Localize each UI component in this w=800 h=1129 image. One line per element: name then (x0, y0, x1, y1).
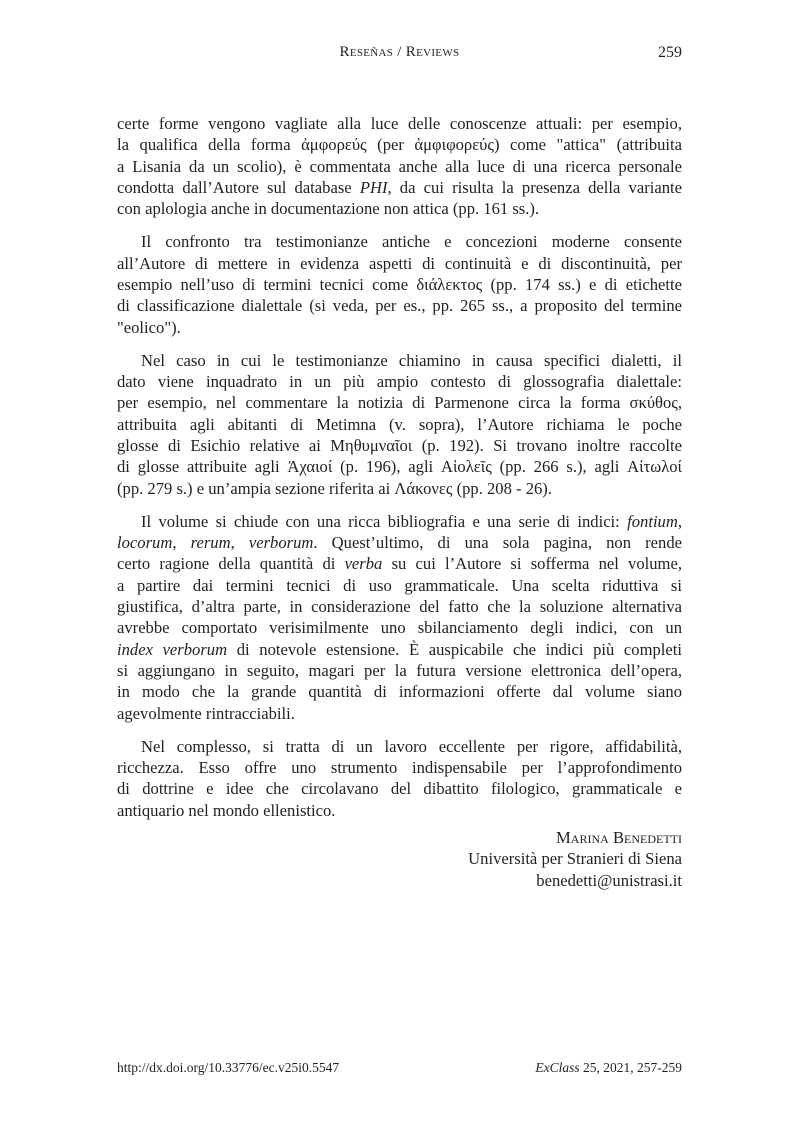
text-segment: per esempio, nel commentare la notizia di Parmenone circa la forma σκύθος, (117, 393, 682, 413)
text-line (117, 392, 682, 413)
text-line (117, 639, 682, 660)
text-segment: Nel complesso, si tratta di un lavoro eccellente per rigore, affidabilità, (141, 736, 682, 756)
text-line (117, 156, 682, 177)
author-email: benedetti@unistrasi.it (536, 870, 682, 890)
text-segment: agevolmente rintracciabili. (117, 703, 295, 723)
journal-name: ExClass (535, 1060, 580, 1075)
text-segment: a Lisania da un scolio), è commentata anche alla luce di una ricerca personale (117, 156, 682, 176)
text-segment: , (172, 532, 191, 552)
text-line (117, 617, 682, 638)
text-line (117, 553, 682, 574)
text-line (117, 757, 682, 778)
text-line (117, 800, 682, 821)
text-line (117, 134, 682, 155)
text-segment: , da cui risulta la presenza della variante (387, 178, 682, 198)
author-name: Marina Benedetti (556, 828, 682, 847)
text-segment: . Quest’ultimo, di una sola pagina, non rende (313, 532, 683, 552)
text-line (117, 736, 682, 757)
text-segment: di classificazione dialettale (si veda, per es., pp. 265 ss., a proposito del termine (117, 296, 682, 316)
text-segment: esempio nell’uso di termini tecnici come διάλεκτος (pp. 174 ss.) e di etichette (117, 275, 682, 294)
italic-text: PHI (359, 178, 388, 198)
text-line (117, 177, 682, 198)
doi-link[interactable]: http://dx.doi.org/10.33776/ec.v25i0.5547 (117, 1060, 340, 1075)
text-segment: Il confronto tra testimonianze antiche e concezioni moderne consente (141, 232, 682, 252)
text-line (117, 778, 682, 799)
text-segment: con aplologia anche in documentazione non attica (pp. 161 ss.). (117, 199, 540, 219)
page-header (117, 44, 682, 68)
text-segment: la qualifica della forma ἀμφορεύς (per ἀμφιφορεύς) come "attica" (attribuita (117, 135, 682, 155)
paragraph (117, 736, 682, 821)
text-line (117, 681, 682, 702)
text-segment: "eolico"). (117, 317, 181, 337)
text-line (117, 511, 682, 532)
author-affiliation: Università per Stranieri di Siena (468, 849, 682, 869)
text-line (117, 350, 682, 371)
review-body-text (117, 113, 682, 821)
text-segment: Nel caso in cui le testimonianze chiamino in causa specifici dialetti, il (141, 350, 682, 370)
text-segment: dato viene inquadrato in un più ampio contesto di glossografia dialettale: (117, 371, 682, 391)
paragraph (117, 231, 682, 338)
text-line (117, 660, 682, 681)
italic-text: locorum (117, 532, 173, 552)
text-line (117, 703, 682, 724)
text-line (117, 414, 682, 435)
signature-block (468, 827, 682, 891)
text-segment: attribuita agli abitanti di Metimna (v. sopra), l’Autore richiama le poche (117, 414, 682, 434)
text-segment: condotta dall’Autore sul database (117, 178, 360, 198)
text-segment: a partire dai termini tecnici di uso grammaticale. Una scelta riduttiva si (117, 575, 682, 595)
text-line (117, 231, 682, 252)
text-segment: di glosse attribuite agli Ἀχαιοί (p. 196), agli Αἰολεῖς (pp. 266 s.), agli Αἰτωλοί (117, 457, 682, 477)
text-segment: , (230, 532, 249, 552)
text-line (117, 113, 682, 134)
italic-text: rerum (190, 532, 231, 552)
text-line (117, 253, 682, 274)
text-segment: giustifica, d’altra parte, in considerazione del fatto che la soluzione alternativa (117, 597, 682, 616)
text-line (117, 575, 682, 596)
page-number: 259 (658, 44, 682, 61)
text-segment: certo ragione della quantità di (117, 554, 345, 574)
running-title: Reseñas / Reviews (339, 44, 460, 60)
text-line (117, 532, 682, 553)
paragraph (117, 511, 682, 724)
text-line (117, 295, 682, 316)
text-segment: (pp. 279 s.) e un’ampia sezione riferita ai Λάκονες (pp. 208 - 26). (117, 478, 552, 498)
paragraph (117, 350, 682, 499)
italic-text: verba (344, 554, 383, 574)
text-line (117, 371, 682, 392)
text-segment: avrebbe comportato verisimilmente uno sbilanciamento degli indici, con un (117, 618, 682, 638)
italic-text: fontium (627, 511, 678, 531)
text-segment: certe forme vengono vagliate alla luce delle conoscenze attuali: per esempio, (117, 114, 682, 133)
text-segment: ricchezza. Esso offre uno strumento indispensabile per l’approfondimento (117, 758, 682, 777)
text-segment: all’Autore di mettere in evidenza aspetti di continuità e di discontinuità, per (117, 253, 682, 273)
text-segment: su cui l’Autore si sofferma nel volume, (382, 554, 682, 574)
text-line (117, 274, 682, 295)
text-line (117, 596, 682, 617)
text-line (117, 435, 682, 456)
italic-text: verborum (248, 532, 314, 552)
text-segment: glosse di Esichio relative ai Μηθυμναῖοι (p. 192). Si trovano inoltre raccolte (117, 436, 682, 455)
text-line (117, 456, 682, 477)
text-segment: Il volume si chiude con una ricca bibliografia e una serie di indici: (141, 511, 628, 531)
citation-details: 25, 2021, 257-259 (579, 1060, 682, 1075)
text-segment: antiquario nel mondo ellenistico. (117, 800, 336, 820)
text-line (117, 198, 682, 219)
text-segment: , (677, 511, 682, 531)
paragraph (117, 113, 682, 220)
text-segment: si aggiungano in seguito, magari per la futura versione elettronica dell’opera, (117, 661, 682, 681)
italic-text: index verborum (117, 639, 228, 659)
text-segment: di dottrine e idee che circolavano del dibattito filologico, grammaticale e (117, 779, 682, 799)
text-segment: di notevole estensione. È auspicabile che indici più completi (227, 639, 682, 659)
text-segment: in modo che la grande quantità di informazioni offerte dal volume siano (117, 682, 682, 702)
text-line (117, 478, 682, 499)
text-line (117, 317, 682, 338)
journal-citation (535, 1060, 682, 1076)
